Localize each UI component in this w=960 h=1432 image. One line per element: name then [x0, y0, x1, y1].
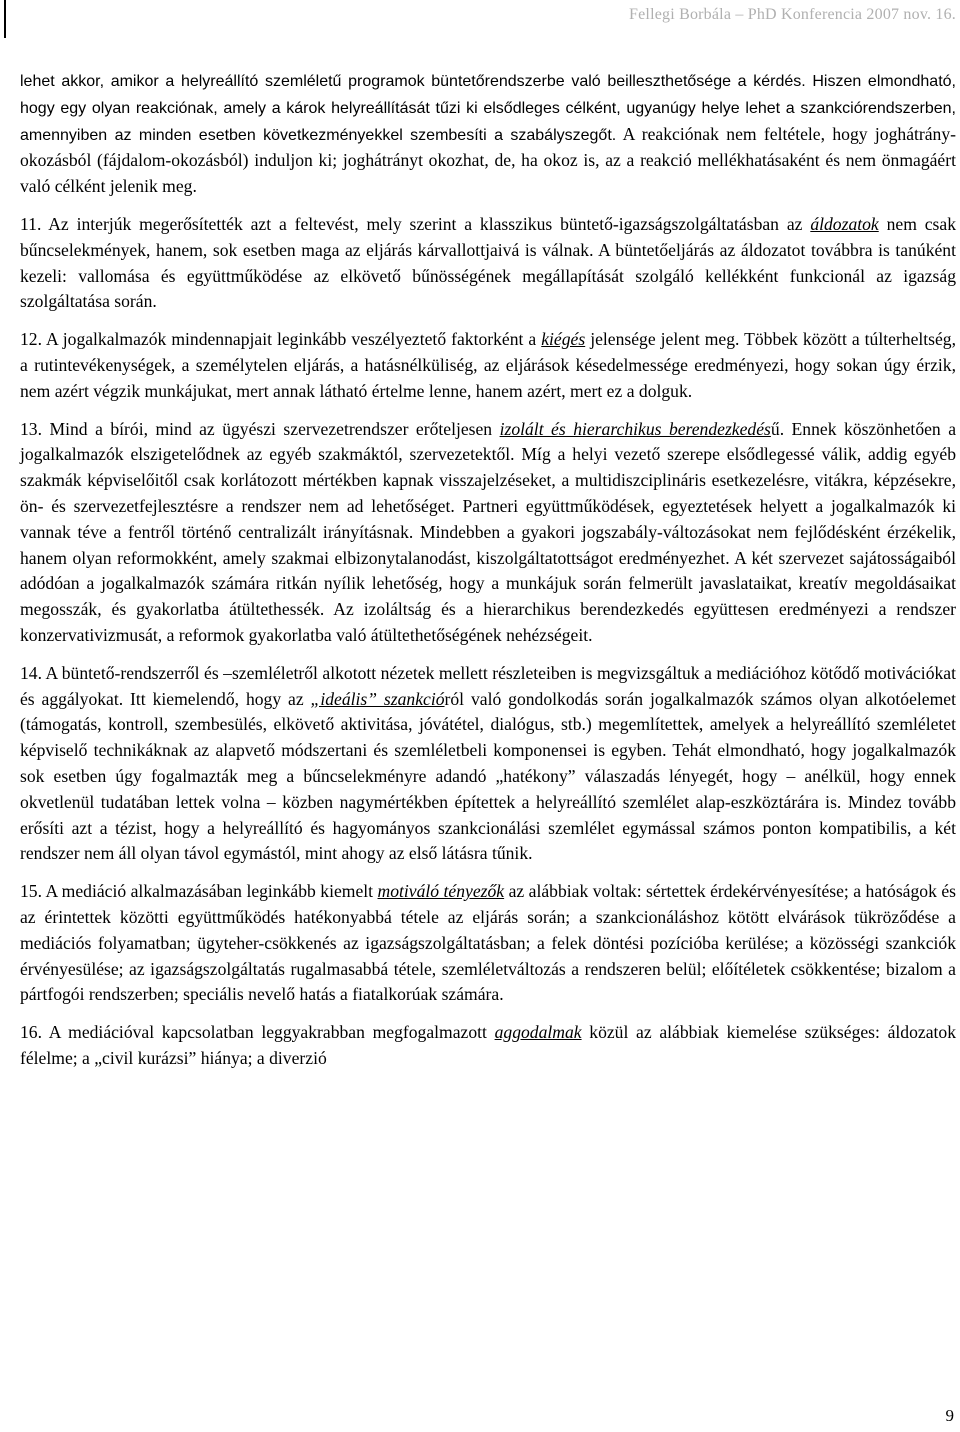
paragraph-text: A reakciónak nem feltétele, hogy joghátrány-okozásból (fájdalom-okozásból) induljon ki; joghátrányt okozhat, de, ha okoz is, az a reakció mellékhatásaként és nem önmagáért való célként jelenik meg.	[20, 123, 957, 197]
emphasis: kiégés	[541, 329, 586, 350]
paragraph-text: 14. A büntető-rendszerről és –szemléletről alkotott nézetek mellett részleteiben is megvizsgáltuk a mediációhoz kötődő motivációkat és aggályokat. Itt kiemelendő, hogy az	[20, 662, 956, 709]
paragraph-text: 12. A jogalkalmazók mindennapjait leginkább veszélyeztető faktorként a	[20, 329, 542, 350]
page-number: 9	[945, 1406, 954, 1425]
emphasis: „ideális” szankció	[310, 688, 445, 709]
paragraph-13	[20, 417, 956, 649]
paragraph-text: az alábbiak voltak: sértettek érdekérvényesítése; a hatóságok és az érintettek közötti együttműködés hatékonyabbá tétele az eljárás során; a szankcionáláshoz kötött elvárások tükröződése a mediációs folyamatban; ügyteher-csökkenés az igazságszolgáltatásban; a felek döntési pozícióba kerülése; a közösségi szankciók érvényesülése; az igazságszolgáltatás rugalmasabbá tétele, szemléletváltozás a rendszeren belül; előítéletek csökkentése; bizalom a pártfogói rendszerben; speciális nevelő hatás a fiatalkorúak számára.	[20, 881, 956, 1005]
paragraph-text: ról való gondolkodás során jogalkalmazók számos olyan alkotóelemet (támogatás, kontroll, szembesülés, elkövető aktivitása, jóvátétel, dialógus, stb.) megemlítettek, amelyek a helyreállító szemléletet képviselő technikáknak az alapvető módszertani és szemléletbeli komponensei is egyben. Tehát elmondható, hogy jogalkalmazók sok esetben úgy fogalmazták meg a bűncselekményre adandó „hatékony” válaszadás lényegét, hogy – anélkül, hogy ennek okvetlenül tudatában lettek volna – közben nagymértékben építettek a helyreállító szemlélet alap-eszköztárára is. Mindez tovább erősíti azt a tézist, hogy a helyreállító és hagyományos szankcionálási szemlélet egymással számos ponton kompatibilis, a két rendszer nem áll olyan távol egymástól, mint ahogy az első látásra tűnik.	[20, 688, 956, 864]
paragraph-text: 11. Az interjúk megerősítették azt a feltevést, mely szerint a klasszikus büntető-igazságszolgáltatásban az	[20, 213, 811, 234]
paragraph-text: lehet akkor, amikor a helyreállító szemléletű programok büntetőrendszerbe való beilleszthetősége a kérdés. Hiszen elmondható, hogy egy olyan reakciónak, amely a károk helyreállítását tűzi ki elsődleges célként, ugyanúgy helye lehet a szankciórendszerben, amennyiben az minden esetben következményekkel szembesíti a szabályszegőt.	[20, 73, 956, 144]
emphasis: áldozatok	[810, 213, 879, 234]
paragraph-text: közül az alábbiak kiemelése szükséges: áldozatok félelme; a „civil kurázsi” hiánya; a diverzió	[20, 1022, 956, 1068]
emphasis: motiváló tényezők	[377, 881, 505, 902]
margin-bar	[4, 0, 6, 38]
paragraph-text: 16. A mediációval kapcsolatban leggyakrabban megfogalmazott	[20, 1022, 495, 1043]
running-header: Fellegi Borbála – PhD Konferencia 2007 nov. 16.	[629, 6, 956, 23]
emphasis: izolált és hierarchikus berendezkedés	[499, 418, 771, 439]
paragraph-12	[20, 327, 956, 404]
paragraph-text: 13. Mind a bírói, mind az ügyészi szervezetrendszer erőteljesen	[20, 418, 500, 439]
paragraph-text: ű. Ennek köszönhetően a jogalkalmazók elszigetelődnek az egyéb szakmáktól, szervezetektől. Míg a helyi vezető szerepe elsődlegessé válik, addig egyéb szakmák képviselőitől csak korlátozott mértékben kapnak visszajelzéseket, a multidiszciplináris esetkezelésre, vitákra, képzésekre, ön- és szervezetfejlesztésre a rendszer nem ad lehetőséget. Partneri együttműködések, egyeztetések helyett a jogalkalmazók ki vannak téve a fentről történő centralizált irányításnak. Mindebben a gyakori jogszabály-változásokat nem fejlődésként érzékelik, hanem olyan reformokként, amely szakmai elbizonytalanodást, kiszolgáltatottságot eredményezhet. A két szervezet sajátosságaiból adódóan a jogalkalmazók számára ritkán nyílik lehetőség, hogy a munkájuk során felmerült javaslataikat, kreatív megoldásaikat megosszák, és gyakorlatba átültethessék. Az izoláltság és a hierarchikus berendezkedés együttesen eredményezi a rendszer konzervativizmusát, a reformok gyakorlatba való átültethetőségének nehézségeit.	[20, 418, 957, 645]
paragraph-14	[20, 661, 956, 867]
paragraph-11	[20, 212, 956, 315]
paragraph-16	[20, 1020, 956, 1072]
paragraph-text: 15. A mediáció alkalmazásában leginkább kiemelt	[20, 881, 378, 902]
body-text	[20, 68, 956, 1084]
paragraph-15	[20, 879, 956, 1008]
paragraph-text: jelensége jelent meg. Többek között a túlterheltség, a rutintevékenységek, a személytelen eljárás, a hatásnélküliség, az eljárások késedelmessége eredményezi, hogy sokan úgy érzik, nem azért végzik munkájukat, mert annak látható értelme lenne, hanem azért, mert ez a dolguk.	[20, 329, 956, 401]
paragraph-text: nem csak bűncselekmények, hanem, sok esetben maga az eljárás kárvallottjaivá is válnak. A büntetőeljárás az áldozatot továbbra is tanúként kezeli: vallomása és együttműködése az elkövető bűnösségének megállapítását szolgáló kellékként funkcionál az igazság szolgáltatása során.	[20, 213, 956, 312]
emphasis: aggodalmak	[494, 1022, 582, 1043]
paragraph-continuation	[20, 68, 956, 200]
